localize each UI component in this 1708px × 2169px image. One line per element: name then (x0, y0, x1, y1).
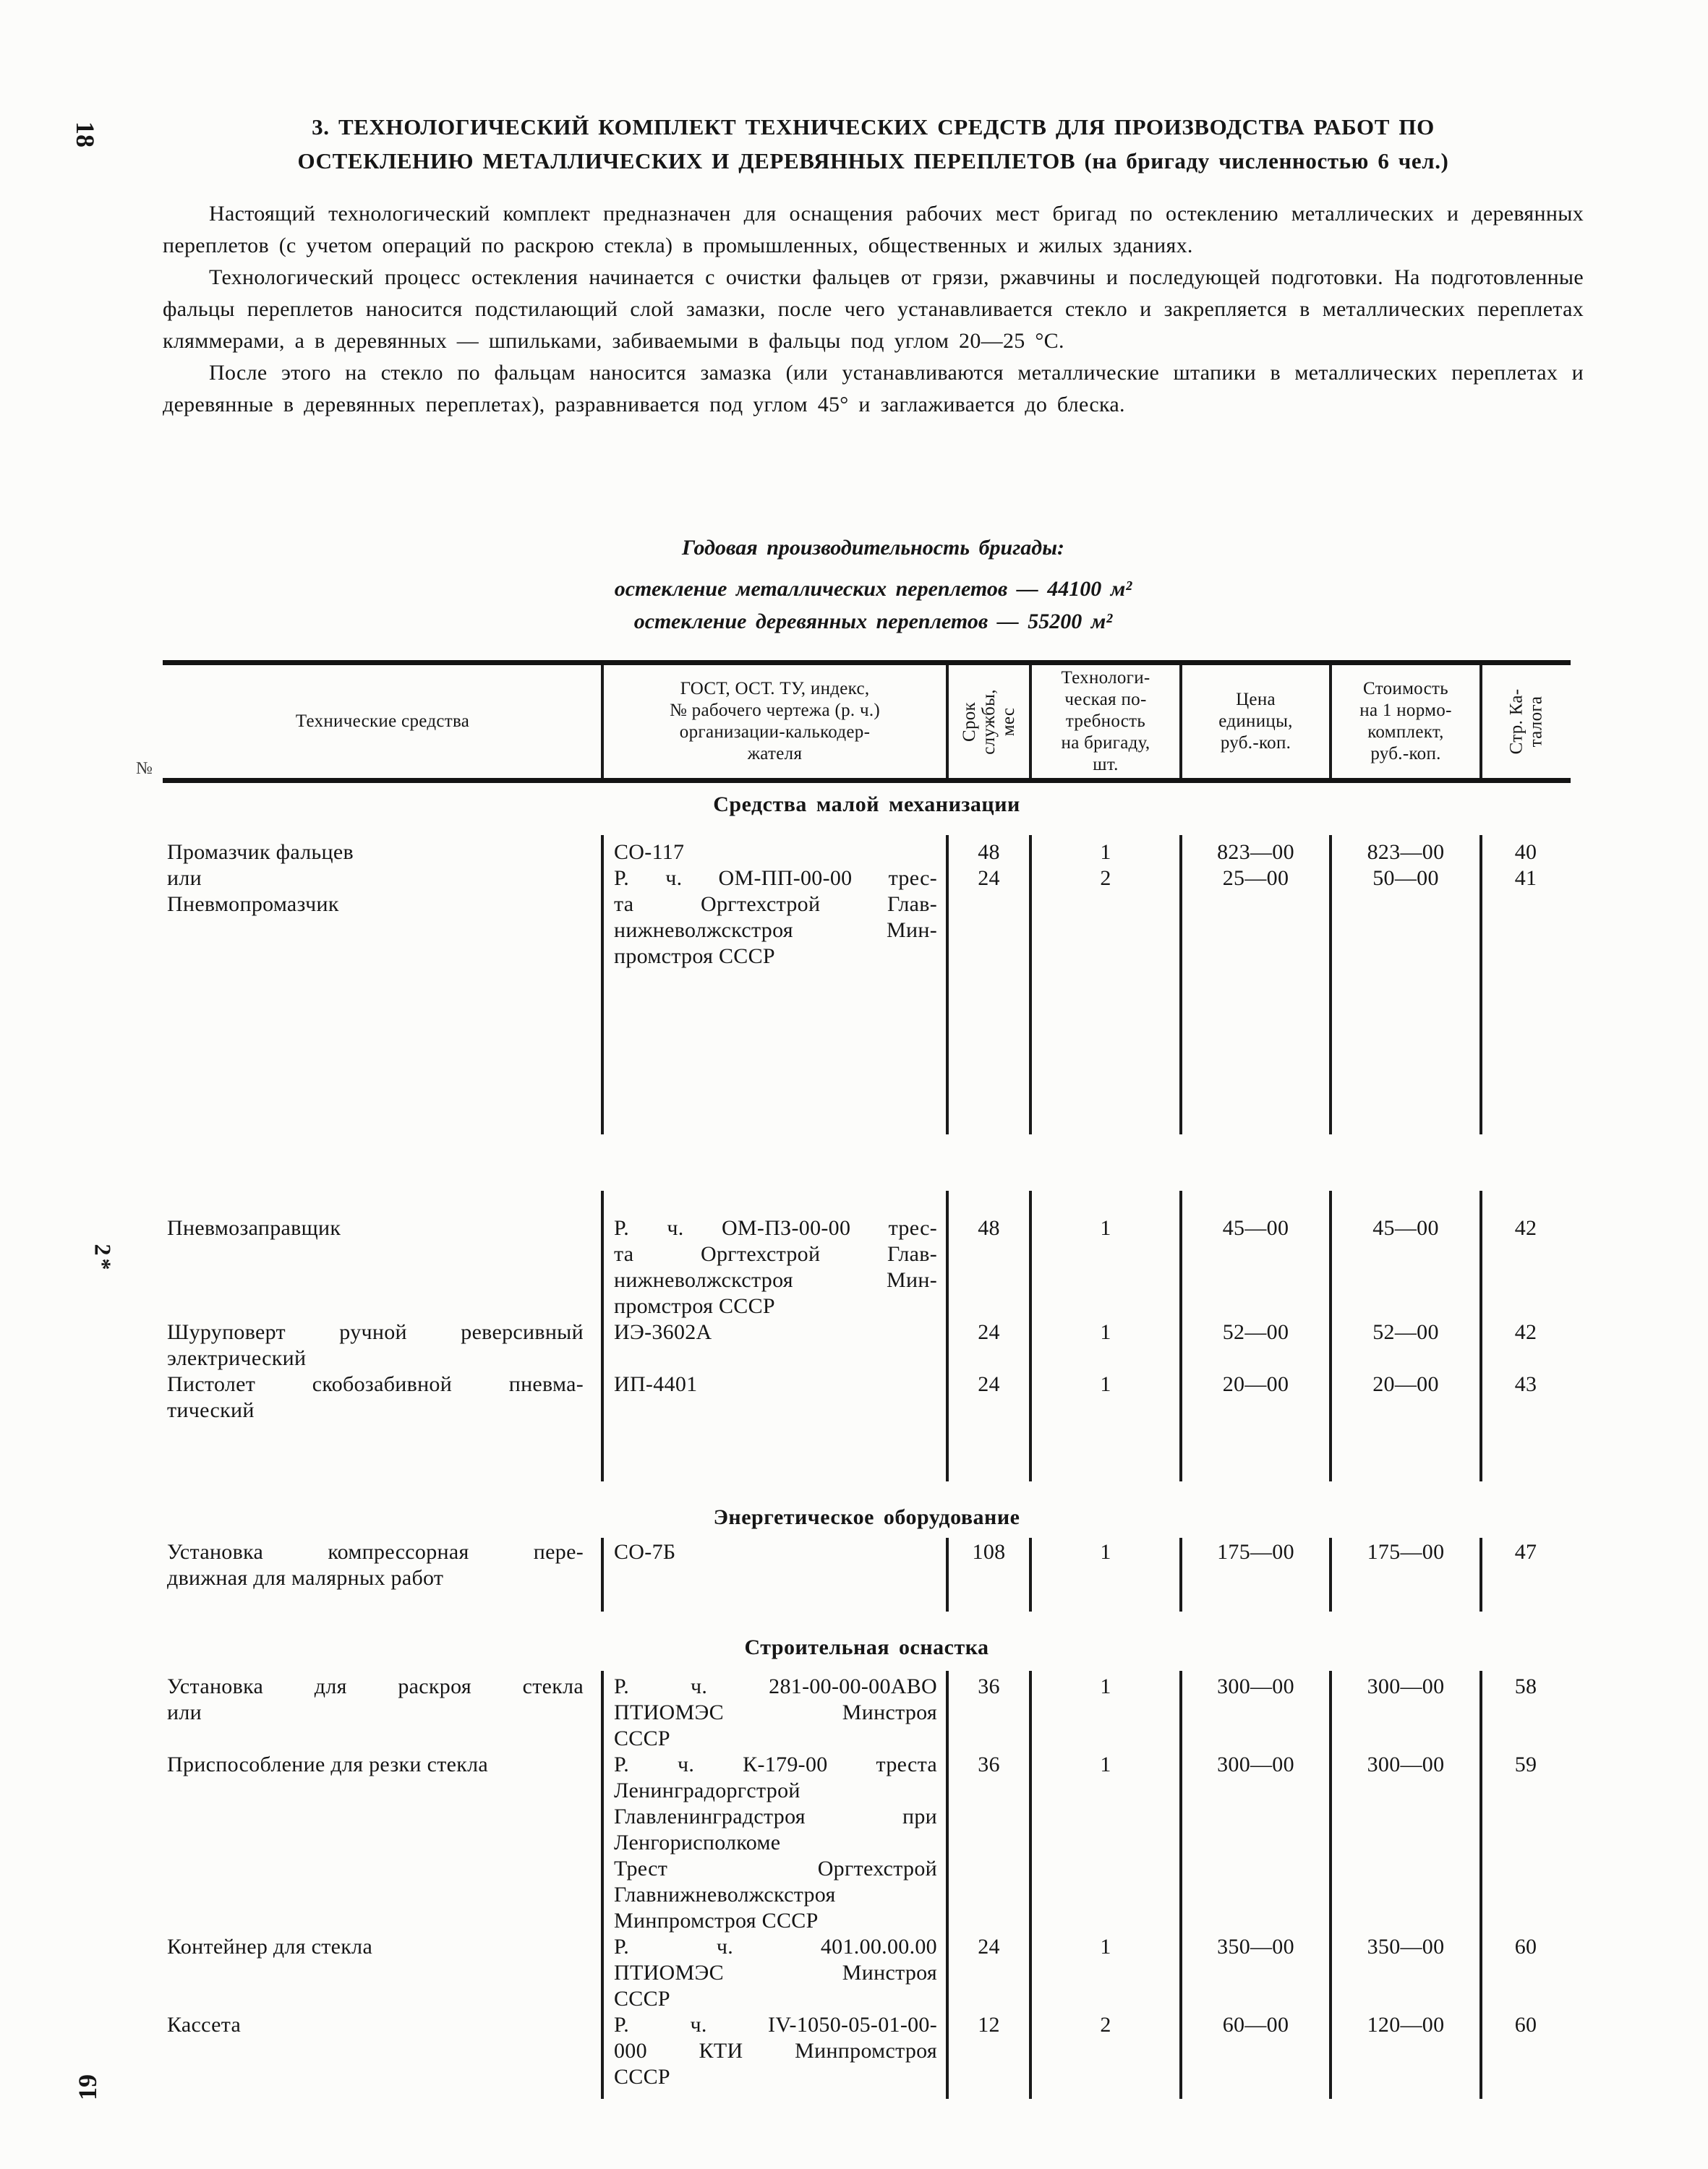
header-gost-index (602, 665, 947, 778)
cell-page (1481, 1934, 1571, 2012)
cell-line: 48 (978, 840, 1000, 864)
header-unit-price-line: Цена (1236, 690, 1276, 709)
intro-paragraphs (163, 198, 1584, 421)
cell-line: Р. ч. 401.00.00.00 (614, 1935, 937, 1959)
cell-line: ИЭ-3602А (614, 1320, 712, 1344)
table-column-rule (601, 665, 604, 778)
cell-qty (1030, 1539, 1181, 1591)
cell-line: 43 (1514, 1372, 1537, 1396)
cell-line: 1 (1100, 1674, 1111, 1698)
header-set-cost-line: руб.-коп. (1370, 744, 1441, 763)
cell-line: нижневолжскстроя Мин- (614, 918, 937, 942)
header-tech-demand-line: шт. (1093, 755, 1119, 774)
cell-line: Пневмозаправщик (167, 1216, 341, 1240)
cell-line: 42 (1514, 1216, 1537, 1240)
cell-line: Промазчик фальцев (167, 840, 354, 864)
cell-name (163, 1674, 602, 1752)
cell-line: промстроя СССР (614, 944, 775, 968)
cell-gost (602, 1539, 947, 1591)
cell-line: электрический (167, 1346, 307, 1370)
cell-line: промстроя СССР (614, 1294, 775, 1318)
table-row (163, 1934, 1571, 2012)
header-tech-demand-line: требность (1065, 711, 1146, 731)
cell-line: Р. ч. ОМ-ПЗ-00-00 трес- (614, 1216, 937, 1240)
header-technical-means-label: Технические средства (295, 711, 470, 731)
cell-line: Минпромстроя СССР (614, 1909, 819, 1933)
cell-price (1181, 839, 1331, 970)
cell-price (1181, 1539, 1331, 1591)
cell-qty (1030, 2012, 1181, 2090)
productivity-line-metal: остекление металлических переплетов — 44100 м² (614, 577, 1132, 601)
cell-line: 50—00 (1372, 866, 1439, 890)
cell-price (1181, 2012, 1331, 2090)
cell-line: 60 (1514, 1935, 1537, 1959)
cell-qty (1030, 1674, 1181, 1752)
table-row (163, 839, 1571, 970)
header-unit-price-line: руб.-коп. (1220, 733, 1291, 753)
cell-line: ИП-4401 (614, 1372, 698, 1396)
cell-line: 42 (1514, 1320, 1537, 1344)
table-column-rule (1329, 665, 1332, 778)
cell-line: движная для малярных работ (167, 1566, 444, 1590)
equipment-table (163, 660, 1571, 2099)
cell-line: ПТИОМЭС Минстроя (614, 1961, 937, 1985)
cell-qty (1030, 1372, 1181, 1424)
cell-line: 1 (1100, 1216, 1111, 1240)
cell-line: Приспособление для резки стекла (167, 1753, 488, 1776)
header-unit-price-line: единицы, (1218, 711, 1293, 731)
table-column-rule (1479, 665, 1482, 778)
productivity-block (163, 531, 1584, 638)
cell-cost (1331, 1674, 1481, 1752)
cell-line: 52—00 (1222, 1320, 1289, 1344)
cell-line: та Оргтехстрой Глав- (614, 892, 937, 916)
cell-cost (1331, 1215, 1481, 1319)
cell-line: или (167, 1700, 202, 1724)
header-catalog-page-line: Стр. Ка- (1506, 688, 1526, 755)
cell-line: 1 (1100, 1372, 1111, 1396)
cell-line: Р. ч. IV-1050-05-01-00- (614, 2013, 937, 2037)
section-title: Средства малой механизации (713, 792, 1020, 816)
cell-line: 20—00 (1372, 1372, 1439, 1396)
cell-life (947, 1539, 1030, 1591)
cell-price (1181, 1215, 1331, 1319)
cell-gost (602, 839, 947, 970)
cell-line: Контейнер для стекла (167, 1935, 373, 1959)
cell-gost (602, 1674, 947, 1752)
cell-life (947, 1215, 1030, 1319)
cell-price (1181, 1934, 1331, 2012)
cell-name (163, 1319, 602, 1372)
header-set-cost (1331, 665, 1481, 778)
cell-line: или (167, 866, 202, 890)
cell-price (1181, 1752, 1331, 1934)
table-section (163, 789, 1571, 1481)
cell-line: 45—00 (1222, 1216, 1289, 1240)
cell-price (1181, 1372, 1331, 1424)
page-title-line-1: 3. ТЕХНОЛОГИЧЕСКИЙ КОМПЛЕКТ ТЕХНИЧЕСКИХ СРЕДСТВ ДЛЯ ПРОИЗВОДСТВА РАБОТ ПО (312, 114, 1435, 140)
cell-line: Пистолет скобозабивной пневма- (167, 1372, 584, 1396)
cell-cost (1331, 1539, 1481, 1591)
cell-line: 300—00 (1217, 1753, 1294, 1776)
header-set-cost-line: Стоимость (1363, 679, 1448, 698)
cell-life (947, 2012, 1030, 2090)
section-title: Строительная оснастка (744, 1635, 989, 1659)
table-row-group (163, 1671, 1571, 2099)
table-row-group (163, 1538, 1571, 1612)
page-number-bottom: 19 (73, 2074, 102, 2100)
header-service-life-line: мес (999, 707, 1018, 736)
header-catalog-page (1481, 665, 1571, 778)
header-service-life (947, 665, 1030, 778)
cell-line: нижневолжскстроя Мин- (614, 1268, 937, 1292)
cell-name (163, 1539, 602, 1591)
cell-line: 2 (1100, 2013, 1111, 2037)
cell-page (1481, 1539, 1571, 1591)
cell-line: 120—00 (1367, 2013, 1445, 2037)
cell-line: 000 КТИ Минпромстроя (614, 2039, 937, 2063)
cell-qty (1030, 1215, 1181, 1319)
table-column-rule (1179, 665, 1182, 778)
table-column-rule (946, 665, 949, 778)
cell-line: 300—00 (1367, 1674, 1445, 1698)
cell-line: 175—00 (1367, 1540, 1445, 1564)
cell-line: Шуруповерт ручной реверсивный (167, 1320, 584, 1344)
cell-line: Трест Оргтехстрой (614, 1857, 937, 1881)
header-gost-line: ГОСТ, ОСТ. ТУ, индекс, (680, 679, 870, 698)
cell-gost (602, 1934, 947, 2012)
cell-line: Р. ч. 281-00-00-00АВО (614, 1674, 937, 1698)
margin-artifact: № (136, 759, 153, 778)
cell-line: 350—00 (1217, 1935, 1294, 1959)
cell-qty (1030, 1319, 1181, 1372)
cell-line: 60 (1514, 2013, 1537, 2037)
table-column-rule (1029, 665, 1032, 778)
cell-line: Установка компрессорная пере- (167, 1540, 584, 1564)
cell-line: СО-117 (614, 840, 685, 864)
cell-line: 60—00 (1222, 2013, 1289, 2037)
header-unit-price (1181, 665, 1331, 778)
signature-mark: 2* (90, 1244, 116, 1273)
cell-line: 45—00 (1372, 1216, 1439, 1240)
body-paragraph: Настоящий технологический комплект предназначен для оснащения рабочих мест бригад по остеклению металлических и деревянных переплетов (с учетом операций по раскрою стекла) в промышленных, общественных и жилых зданиях. (163, 202, 1584, 257)
cell-page (1481, 2012, 1571, 2090)
table-row (163, 1215, 1571, 1319)
cell-price (1181, 1319, 1331, 1372)
cell-line: Ленинградоргстрой (614, 1779, 800, 1802)
cell-line: 175—00 (1217, 1540, 1294, 1564)
cell-gost (602, 1752, 947, 1934)
cell-qty (1030, 1752, 1181, 1934)
cell-line: 24 (978, 1935, 1000, 1959)
cell-line: 59 (1514, 1753, 1537, 1776)
cell-page (1481, 1752, 1571, 1934)
cell-life (947, 839, 1030, 970)
cell-life (947, 1319, 1030, 1372)
cell-line: 36 (978, 1753, 1000, 1776)
table-row-group (163, 1191, 1571, 1481)
cell-line: Р. ч. ОМ-ПП-00-00 трес- (614, 866, 937, 890)
header-gost-line: жателя (747, 744, 803, 763)
header-tech-demand (1030, 665, 1181, 778)
table-row (163, 2012, 1571, 2090)
cell-line: Пневмопромазчик (167, 892, 339, 916)
table-row (163, 1372, 1571, 1424)
cell-line: 2 (1100, 866, 1111, 890)
cell-line: 1 (1100, 1540, 1111, 1564)
cell-line: СССР (614, 2065, 670, 2089)
cell-line: та Оргтехстрой Глав- (614, 1242, 937, 1266)
cell-name (163, 1215, 602, 1319)
cell-gost (602, 1319, 947, 1372)
cell-life (947, 1372, 1030, 1424)
cell-name (163, 1934, 602, 2012)
table-row (163, 1674, 1571, 1752)
productivity-heading: Годовая производительность бригады: (681, 536, 1064, 560)
cell-cost (1331, 1372, 1481, 1424)
cell-line: 350—00 (1367, 1935, 1445, 1959)
cell-line: 24 (978, 1372, 1000, 1396)
cell-life (947, 1752, 1030, 1934)
cell-line: 52—00 (1372, 1320, 1439, 1344)
body-paragraph: Технологический процесс остекления начинается с очистки фальцев от грязи, ржавчины и последующей подготовки. На подготовленные фальцы переплетов наносится подстилающий слой замазки, после чего устанавливается стекло и закрепляется в металлических переплетах кляммерами, а в деревянных — шпильками, забиваемыми в фальцы под углом 20—25 °С. (163, 265, 1584, 353)
cell-line: СССР (614, 1987, 670, 2011)
cell-line: 47 (1514, 1540, 1537, 1564)
cell-line: 20—00 (1222, 1372, 1289, 1396)
cell-qty (1030, 1934, 1181, 2012)
cell-line: 58 (1514, 1674, 1537, 1698)
header-technical-means (163, 665, 602, 778)
header-gost-line: организации-калькодер- (679, 722, 871, 742)
cell-line: СССР (614, 1727, 670, 1750)
cell-line: 1 (1100, 1320, 1111, 1344)
cell-line: 823—00 (1217, 840, 1294, 864)
cell-line: Установка для раскроя стекла (167, 1674, 584, 1698)
header-set-cost-line: комплект, (1367, 722, 1444, 742)
header-tech-demand-line: Технологи- (1061, 668, 1150, 688)
cell-price (1181, 1674, 1331, 1752)
cell-life (947, 1934, 1030, 2012)
cell-gost (602, 1215, 947, 1319)
cell-line: 41 (1514, 866, 1537, 890)
cell-line: СО-7Б (614, 1540, 676, 1564)
page-number-top: 18 (71, 121, 100, 147)
cell-line: 1 (1100, 1935, 1111, 1959)
cell-name (163, 1752, 602, 1934)
cell-cost (1331, 1934, 1481, 2012)
table-sections (163, 789, 1571, 2099)
header-service-life-line: службы, (979, 688, 999, 755)
cell-line: Главнижневолжскстроя (614, 1883, 836, 1907)
body-paragraph: После этого на стекло по фальцам наносится замазка (или устанавливаются металлические штапики в металлических переплетах и деревянные в деревянных переплетах), разравнивается под углом 45° и заглаживается до блеска. (163, 361, 1584, 416)
cell-line: 823—00 (1367, 840, 1445, 864)
cell-line: тический (167, 1398, 255, 1422)
header-tech-demand-line: ческая по- (1064, 690, 1147, 709)
cell-page (1481, 1319, 1571, 1372)
cell-line: ПТИОМЭС Минстроя (614, 1700, 937, 1724)
cell-line: 1 (1100, 1753, 1111, 1776)
header-gost-line: № рабочего чертежа (р. ч.) (669, 701, 881, 720)
cell-cost (1331, 2012, 1481, 2090)
cell-name (163, 839, 602, 970)
table-row (163, 1752, 1571, 1934)
productivity-line-wood: остекление деревянных переплетов — 55200 м² (633, 609, 1113, 633)
cell-line: 36 (978, 1674, 1000, 1698)
header-set-cost-line: на 1 нормо- (1359, 701, 1452, 720)
cell-qty (1030, 839, 1181, 970)
cell-line: Кассета (167, 2013, 242, 2037)
table-section (163, 1632, 1571, 2099)
cell-life (947, 1674, 1030, 1752)
header-catalog-page-line: талога (1526, 696, 1545, 748)
cell-line: 12 (978, 2013, 1000, 2037)
cell-gost (602, 1372, 947, 1424)
cell-cost (1331, 1752, 1481, 1934)
cell-line: 24 (978, 1320, 1000, 1344)
cell-cost (1331, 1319, 1481, 1372)
cell-gost (602, 2012, 947, 2090)
table-row (163, 1319, 1571, 1372)
cell-line: 48 (978, 1216, 1000, 1240)
table-row (163, 1539, 1571, 1591)
cell-line: 24 (978, 866, 1000, 890)
page-title-line-2: ОСТЕКЛЕНИЮ МЕТАЛЛИЧЕСКИХ И ДЕРЕВЯННЫХ ПЕРЕПЛЕТОВ (на бригаду численностью 6 чел.) (297, 148, 1449, 174)
cell-line: 300—00 (1217, 1674, 1294, 1698)
table-header (163, 660, 1571, 783)
cell-page (1481, 839, 1571, 970)
cell-line: 25—00 (1222, 866, 1289, 890)
cell-line: 108 (972, 1540, 1006, 1564)
page-title (163, 110, 1584, 178)
cell-page (1481, 1674, 1571, 1752)
cell-line: 40 (1514, 840, 1537, 864)
cell-line: 300—00 (1367, 1753, 1445, 1776)
cell-line: Ленгорисполкоме (614, 1831, 781, 1854)
cell-page (1481, 1215, 1571, 1319)
section-title: Энергетическое оборудование (713, 1505, 1020, 1529)
cell-line: Р. ч. К-179-00 треста (614, 1753, 937, 1776)
cell-page (1481, 1372, 1571, 1424)
cell-name (163, 2012, 602, 2090)
cell-line: 1 (1100, 840, 1111, 864)
table-row-group (163, 835, 1571, 1134)
cell-name (163, 1372, 602, 1424)
cell-line: Главленинградстроя при (614, 1805, 937, 1828)
table-section (163, 1502, 1571, 1612)
header-service-life-line: Срок (960, 701, 979, 742)
header-tech-demand-line: на бригаду, (1061, 733, 1150, 753)
cell-cost (1331, 839, 1481, 970)
